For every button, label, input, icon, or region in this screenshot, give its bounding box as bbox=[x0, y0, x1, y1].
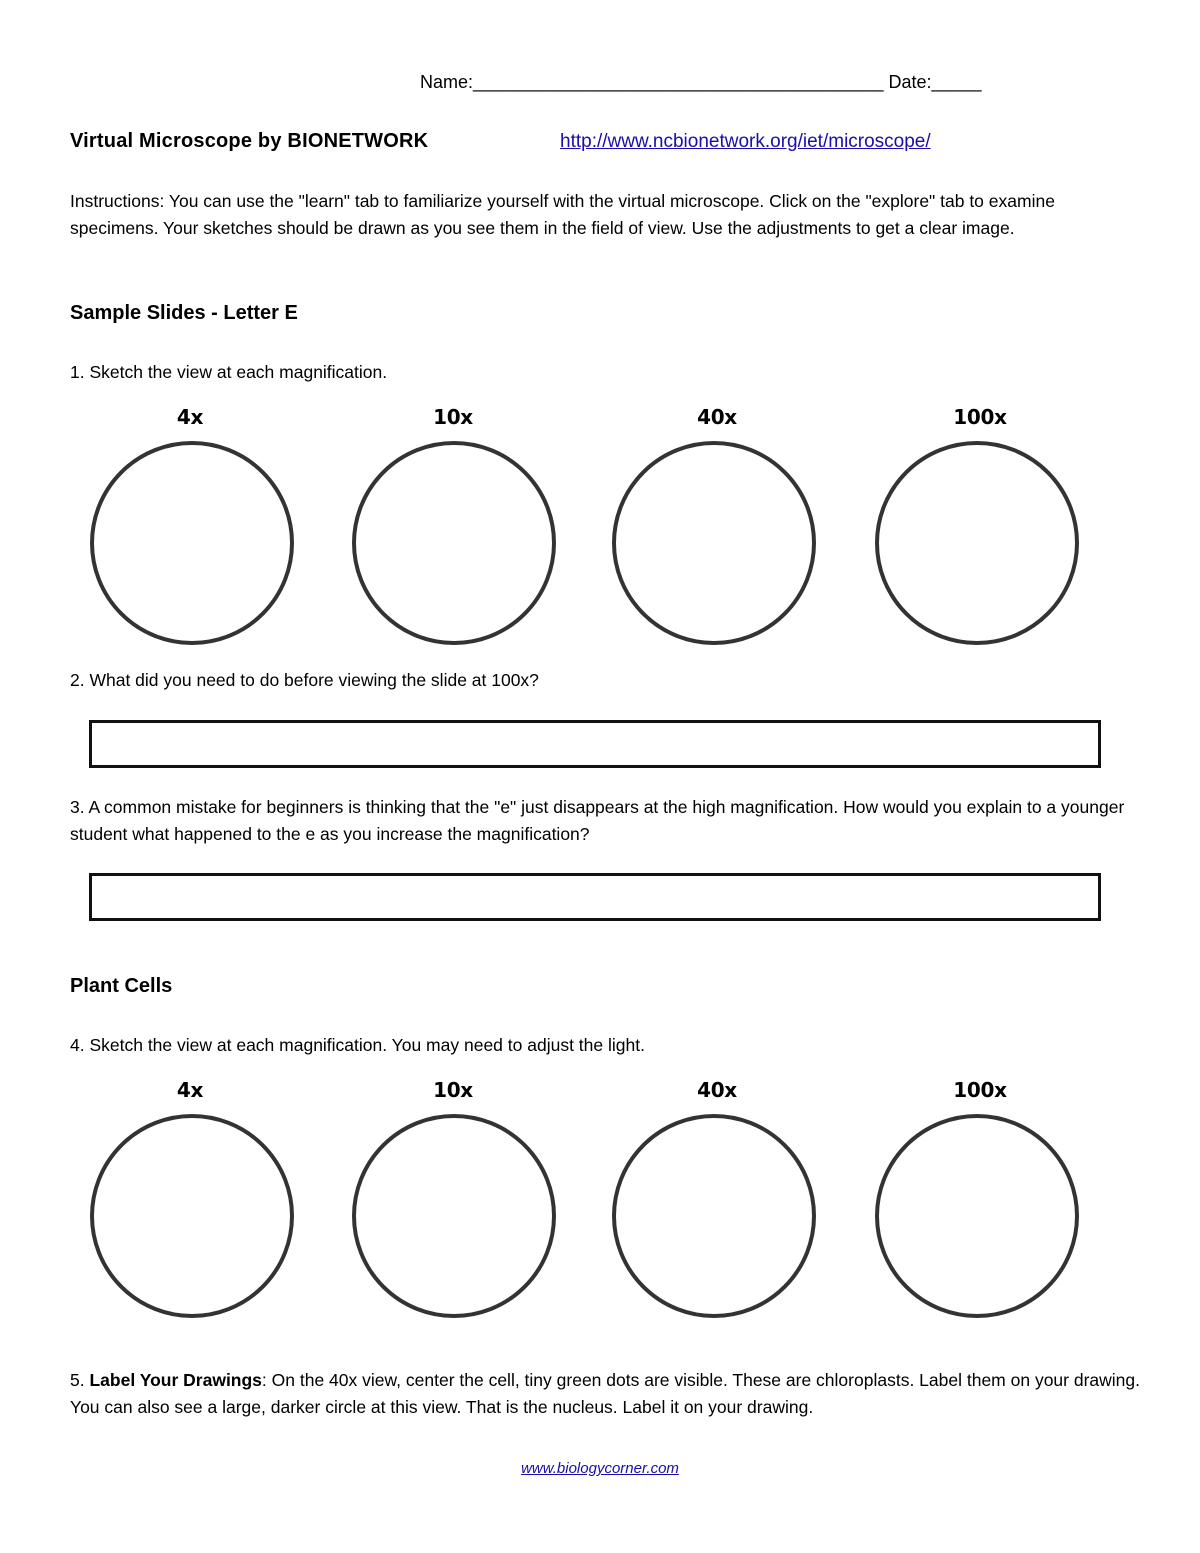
field-of-view-circles-1 bbox=[0, 430, 1200, 660]
mag-label-40x: 40x bbox=[697, 1078, 737, 1102]
footer-link[interactable]: www.biologycorner.com bbox=[521, 1460, 679, 1477]
mag-label-4x: 4x bbox=[176, 1078, 204, 1102]
mag-label-4x: 4x bbox=[176, 405, 204, 429]
name-blank[interactable]: _________________________________________ bbox=[473, 72, 884, 92]
mag-label-10x: 10x bbox=[433, 1078, 473, 1102]
instructions: Instructions: You can use the "learn" tab to familiarize yourself with the virtual microscope. Click on the "explore" tab to examine specimens. Your sketches should be drawn as you see them in the field of view. Use the adjustments to get a clear image. bbox=[70, 191, 1055, 238]
date-label: Date: bbox=[883, 72, 932, 92]
question-4: 4. Sketch the view at each magnification. You may need to adjust the light. bbox=[70, 1035, 645, 1055]
answer-box-q2[interactable] bbox=[89, 720, 1101, 768]
sketch-circle-40x[interactable] bbox=[614, 443, 814, 643]
sketch-circle-40x[interactable] bbox=[614, 1116, 814, 1316]
question-5 bbox=[70, 1367, 1140, 1421]
date-blank[interactable]: _____ bbox=[931, 72, 982, 92]
answer-box-q3[interactable] bbox=[89, 873, 1101, 921]
sketch-circle-10x[interactable] bbox=[354, 1116, 554, 1316]
section-heading-plant-cells: Plant Cells bbox=[70, 975, 173, 997]
q5-bold-label: Label Your Drawings bbox=[89, 1370, 262, 1390]
page-title: Virtual Microscope by BIONETWORK bbox=[70, 130, 429, 152]
sketch-circle-4x[interactable] bbox=[92, 443, 292, 643]
question-1: 1. Sketch the view at each magnification. bbox=[70, 362, 388, 382]
question-2: 2. What did you need to do before viewing the slide at 100x? bbox=[70, 670, 539, 690]
sketch-circle-10x[interactable] bbox=[354, 443, 554, 643]
mag-label-100x: 100x bbox=[953, 405, 1007, 429]
sketch-circle-100x[interactable] bbox=[877, 443, 1077, 643]
name-label: Name: bbox=[420, 72, 474, 92]
mag-label-100x: 100x bbox=[953, 1078, 1007, 1102]
microscope-link[interactable]: http://www.ncbionetwork.org/iet/microscope/ bbox=[560, 131, 931, 152]
q5-number: 5. bbox=[70, 1370, 90, 1390]
mag-label-40x: 40x bbox=[697, 405, 737, 429]
name-date-line bbox=[420, 72, 1140, 93]
section-heading-letter-e: Sample Slides - Letter E bbox=[70, 302, 298, 324]
sketch-circle-4x[interactable] bbox=[92, 1116, 292, 1316]
question-3: 3. A common mistake for beginners is thinking that the "e" just disappears at the high magnification. How would you explain to a younger student what happened to the e as you increase the magnification? bbox=[70, 797, 1125, 844]
field-of-view-circles-2 bbox=[0, 1103, 1200, 1333]
mag-label-10x: 10x bbox=[433, 405, 473, 429]
sketch-circle-100x[interactable] bbox=[877, 1116, 1077, 1316]
q5-text: : On the 40x view, center the cell, tiny green dots are visible. These are chloroplasts. Label them on your drawing. You can also see a large, darker circle at this view. That is the nucleus. Label it on your drawing. bbox=[70, 1370, 1140, 1417]
